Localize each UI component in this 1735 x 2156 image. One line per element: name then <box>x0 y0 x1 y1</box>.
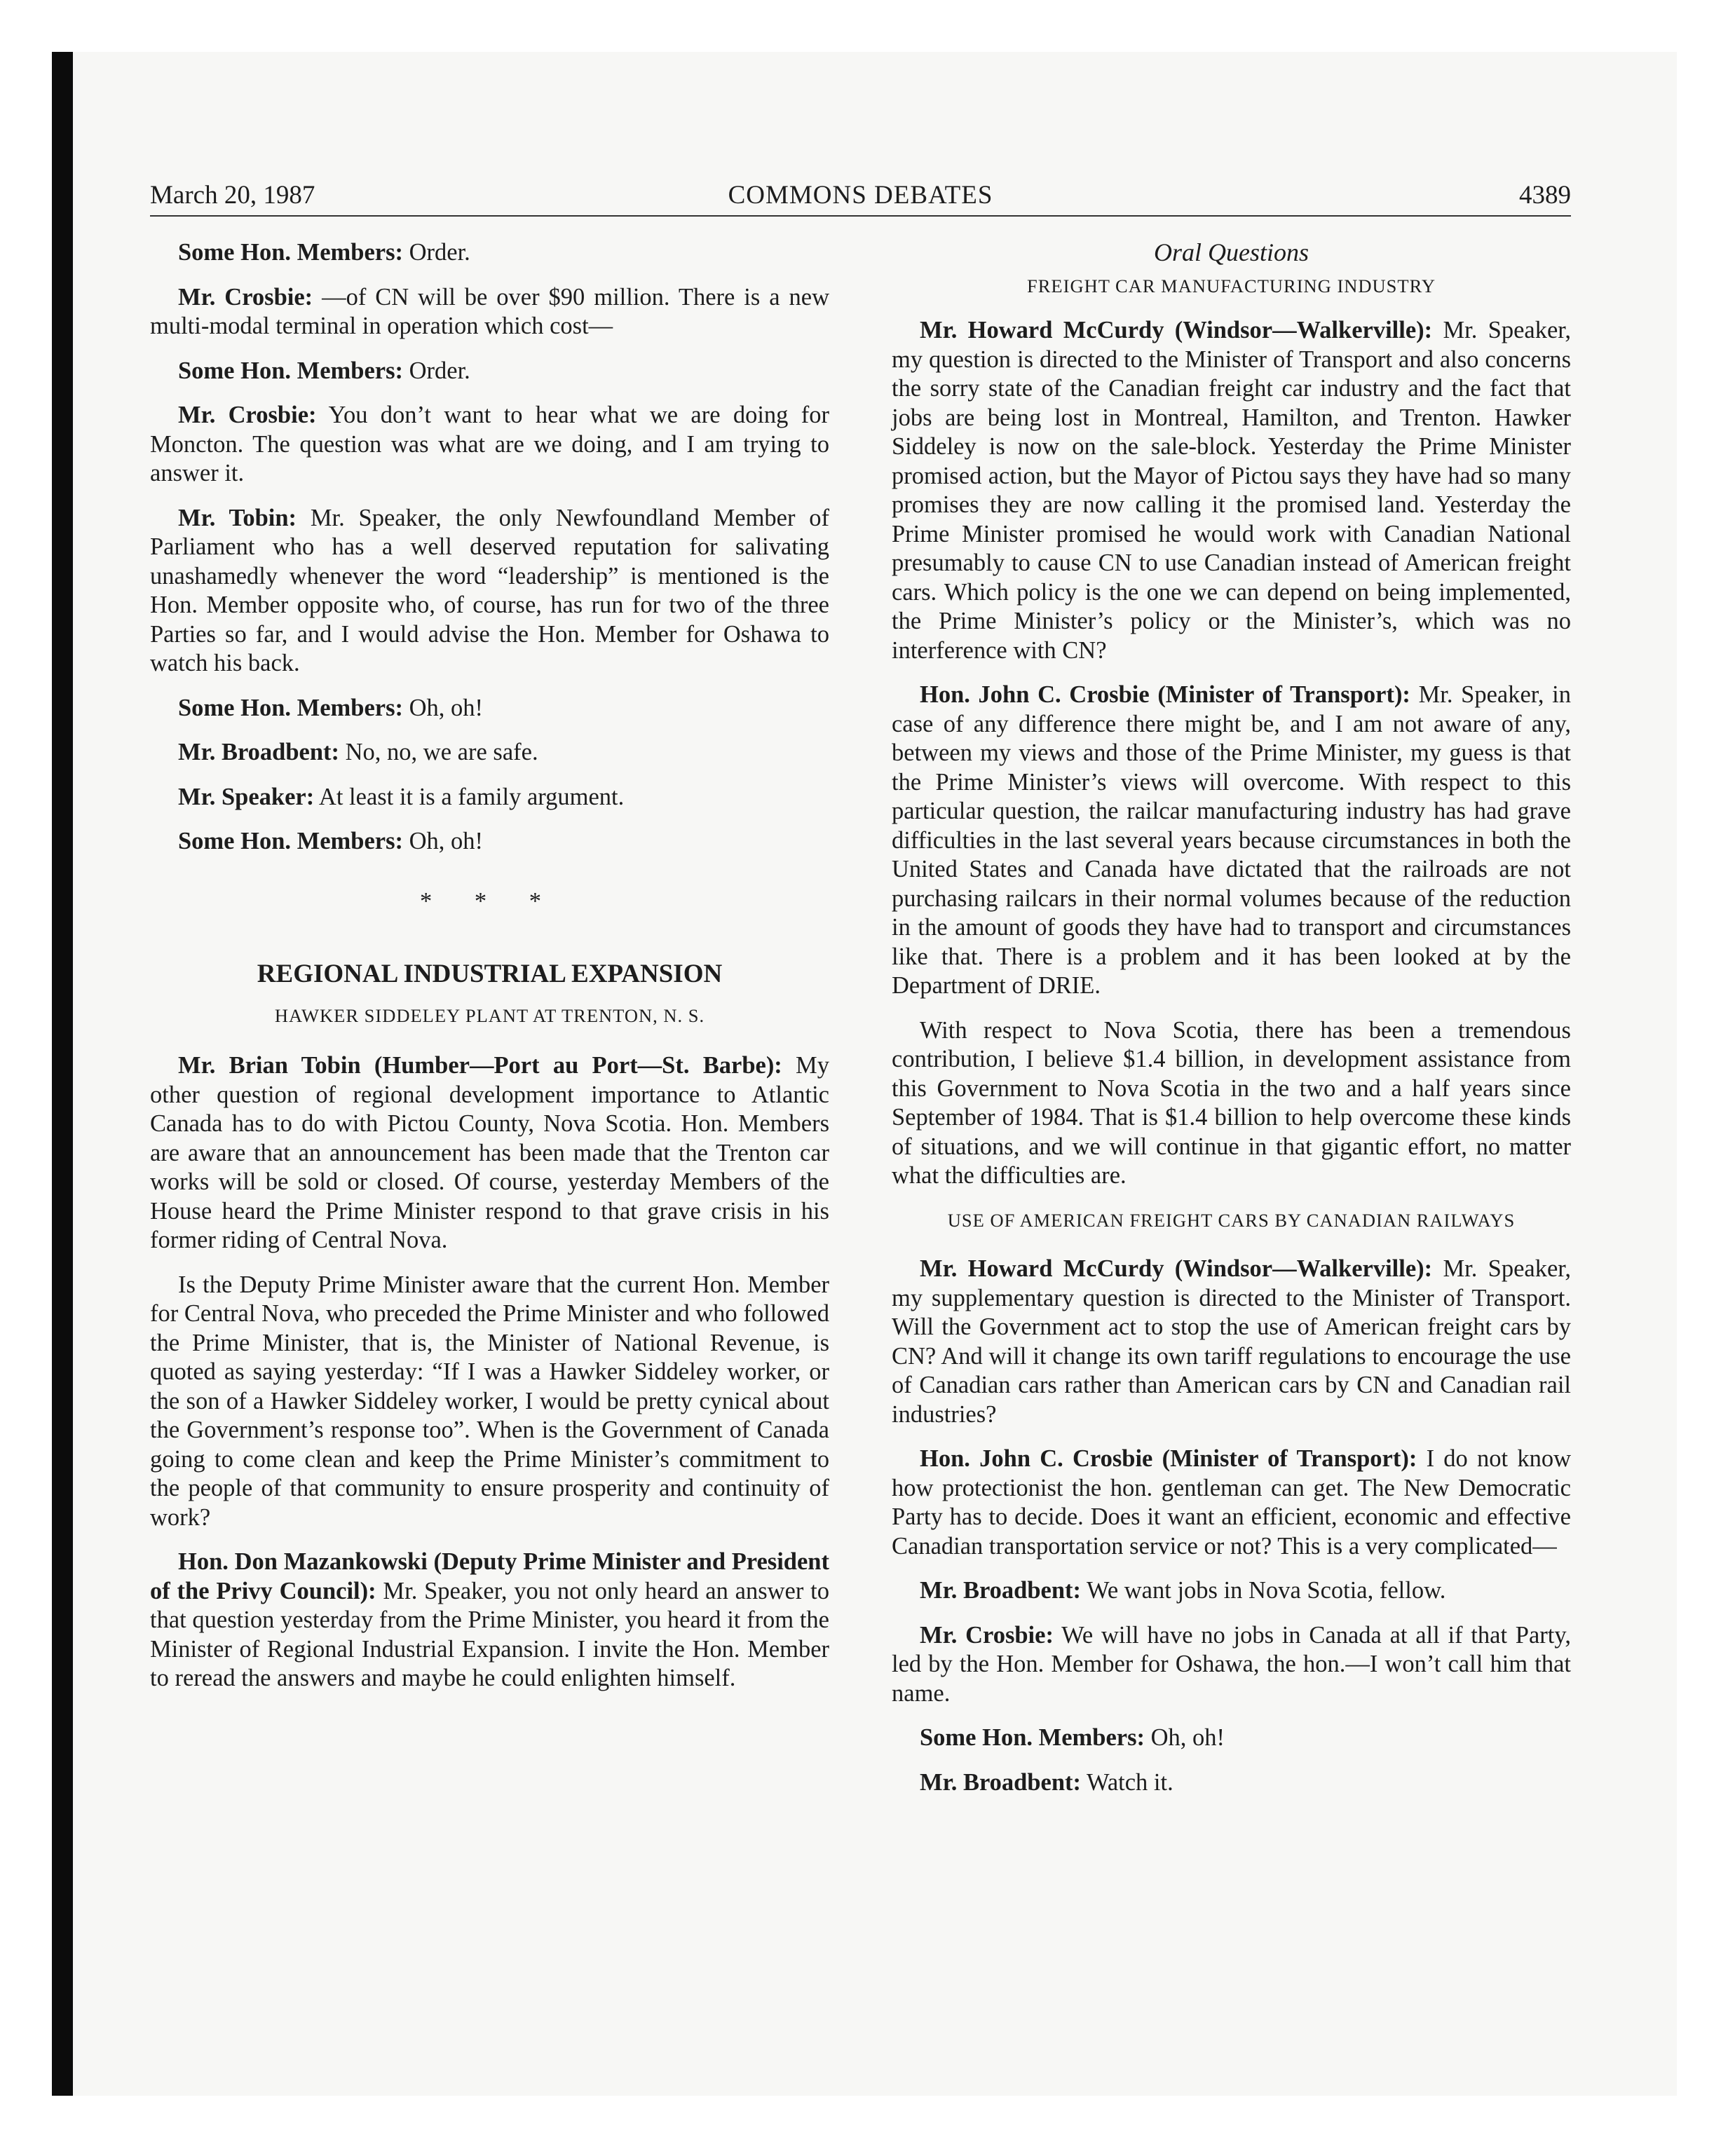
paragraph <box>892 1621 1571 1709</box>
speech: Watch it. <box>1081 1768 1173 1796</box>
speech: Order. <box>402 357 470 384</box>
speaker: Hon. Don Mazankowski (Deputy Prime Minister and President of the Privy Council): <box>150 1548 829 1604</box>
paragraph <box>150 738 829 767</box>
subheading: FREIGHT CAR MANUFACTURING INDUSTRY <box>1027 275 1436 296</box>
speech: I do not know how protectionist the hon. gentleman can get. The New Democratic Party has to decide. Does it want an efficient, economic and effective Canadian transportation service or not? This is a very complicated— <box>892 1445 1571 1560</box>
speech: Mr. Speaker, in case of any difference there might be, and I am not aware of any, between my views and those of the Prime Minister, my guess is that the Prime Minister’s views will overcome. With respect to this particular question, the railcar manufacturing industry has had grave difficulties in the last several years because circumstances in both the United States and Canada have dictated that the railroads are not purchasing railcars in their normal volumes because of the reduction in the amount of goods they have had to transport and circumstances like that. There is a problem and it has been looked at by the Department of DRIE. <box>892 681 1571 999</box>
running-head: Oral Questions <box>1153 238 1309 266</box>
paragraph <box>892 1445 1571 1561</box>
page-header <box>150 181 1571 214</box>
speech: My other question of regional development importance to Atlantic Canada has to do with Pictou County, Nova Scotia. Hon. Members are aware that an announcement has been made that the Trenton car works will be sold or closed. Of course, yesterday Members of the House heard the Prime Minister respond to that grave crisis in his former riding of Central Nova. <box>150 1052 829 1253</box>
scan-edge <box>52 52 73 2096</box>
paragraph <box>892 316 1571 665</box>
speech: Oh, oh! <box>402 694 484 721</box>
paragraph <box>150 401 829 489</box>
paragraph <box>150 357 829 386</box>
speaker: Mr. Brian Tobin (Humber—Port au Port—St. Barbe): <box>178 1052 782 1079</box>
speaker: Hon. John C. Crosbie (Minister of Transport): <box>920 681 1410 708</box>
speaker: Mr. Tobin: <box>178 504 297 531</box>
speech: Mr. Speaker, you not only heard an answer to that question yesterday from the Prime Minister, you heard it from the Minister of Regional Industrial Expansion. I invite the Hon. Member to reread the answers and maybe he could enlighten himself. <box>150 1577 829 1691</box>
paragraph <box>892 681 1571 1001</box>
speech: At least it is a family argument. <box>314 783 625 810</box>
paragraph <box>892 1768 1571 1798</box>
section-heading: REGIONAL INDUSTRIAL EXPANSION <box>257 960 723 988</box>
left-column <box>150 238 829 1709</box>
paragraph <box>150 238 829 268</box>
speech: Mr. Speaker, the only Newfoundland Member of Parliament who has a well deserved reputation for salivating unashamedly whenever the word “leadership” is mentioned is the Hon. Member opposite who, of course, has run for two of the three Parties so far, and I would advise the Hon. Member for Oshawa to watch his back. <box>150 504 829 676</box>
speech: Oh, oh! <box>1144 1724 1225 1751</box>
subheading: USE OF AMERICAN FREIGHT CARS BY CANADIAN RAILWAYS <box>947 1209 1516 1231</box>
speech: Order. <box>402 239 470 266</box>
speaker: Mr. Crosbie: <box>920 1621 1054 1649</box>
paragraph <box>892 1724 1571 1753</box>
speaker: Mr. Broadbent: <box>920 1768 1082 1796</box>
speaker: Mr. Crosbie: <box>178 283 313 311</box>
speech: Oh, oh! <box>402 828 484 854</box>
speaker: Hon. John C. Crosbie (Minister of Transport): <box>920 1445 1417 1472</box>
header-page-number: 4389 <box>1519 181 1571 210</box>
speaker: Mr. Broadbent: <box>178 739 340 765</box>
speech: Mr. Speaker, my question is directed to the Minister of Transport and also concerns the sorry state of the Canadian freight car industry and the fact that jobs are being lost in Montreal, Hamilton, and Trenton. Hawker Siddeley is now on the sale-block. Yesterday the Prime Minister promised action, but the Mayor of Pictou says they have had so many promises they are now calling it the promised land. Yesterday the Prime Minister promised he would work with Canadian National presumably to cause CN to use Canadian instead of American freight cars. Which policy is the one we can depend on being implemented, the Prime Minister’s policy or the Minister’s, which was no interference with CN? <box>892 317 1572 664</box>
header-title: COMMONS DEBATES <box>728 181 993 210</box>
speaker: Mr. Howard McCurdy (Windsor—Walkerville): <box>920 1255 1433 1282</box>
header-date: March 20, 1987 <box>150 181 315 210</box>
paragraph <box>150 283 829 341</box>
section-separator: * * * <box>420 887 559 915</box>
paragraph <box>150 1548 829 1693</box>
paragraph: Is the Deputy Prime Minister aware that the current Hon. Member for Central Nova, who preceded the Prime Minister and who followed the Prime Minister, that is, the Minister of National Revenue, is quoted as saying yesterday: “If I was a Hawker Siddeley worker, or the son of a Hawker Siddeley worker, I would be pretty cynical about the Government’s response too”. When is the Government of Canada going to come clean and keep the Prime Minister’s commitment to the people of that community to ensure prosperity and continuity of work? <box>150 1271 829 1531</box>
speech: We will have no jobs in Canada at all if that Party, led by the Hon. Member for Oshawa, the hon.—I won’t call him that name. <box>892 1621 1571 1707</box>
paragraph: With respect to Nova Scotia, there has been a tremendous contribution, I believe $1.4 billion, in development assistance from this Government to Nova Scotia in the two and a half years since September of 1984. That is $1.4 billion to help overcome these kinds of situations, and we will continue in that gigantic effort, no matter what the difficulties are. <box>892 1016 1571 1189</box>
speaker: Mr. Broadbent: <box>920 1577 1082 1604</box>
speech: You don’t want to hear what we are doing for Moncton. The question was what are we doing, and I am trying to answer it. <box>150 402 829 486</box>
subheading: HAWKER SIDDELEY PLANT AT TRENTON, N. S. <box>274 1004 705 1026</box>
header-rule <box>150 215 1571 217</box>
paragraph <box>892 1255 1571 1429</box>
speaker: Some Hon. Members: <box>178 828 403 854</box>
paragraph <box>150 694 829 723</box>
speaker: Mr. Speaker: <box>178 783 315 810</box>
speaker: Some Hon. Members: <box>178 694 403 721</box>
paragraph <box>892 1576 1571 1606</box>
paragraph <box>150 504 829 678</box>
speaker: Some Hon. Members: <box>920 1724 1145 1751</box>
paragraph <box>150 1051 829 1255</box>
speaker: Mr. Crosbie: <box>178 402 317 428</box>
speech: No, no, we are safe. <box>339 739 538 765</box>
speaker: Mr. Howard McCurdy (Windsor—Walkerville): <box>920 317 1433 343</box>
speech: Mr. Speaker, my supplementary question is directed to the Minister of Transport. Will the Government act to stop the use of American freight cars by CN? And will it change its own tariff regulations to encourage the use of Canadian cars rather than American cars by CN and Canadian rail industries? <box>892 1255 1572 1428</box>
speaker: Some Hon. Members: <box>178 357 403 384</box>
right-column <box>892 238 1571 1813</box>
paragraph <box>150 783 829 812</box>
speech: —of CN will be over $90 million. There is a new multi-modal terminal in operation which cost— <box>150 283 829 339</box>
speaker: Some Hon. Members: <box>178 239 403 266</box>
speech: We want jobs in Nova Scotia, fellow. <box>1081 1577 1446 1604</box>
paragraph <box>150 827 829 857</box>
